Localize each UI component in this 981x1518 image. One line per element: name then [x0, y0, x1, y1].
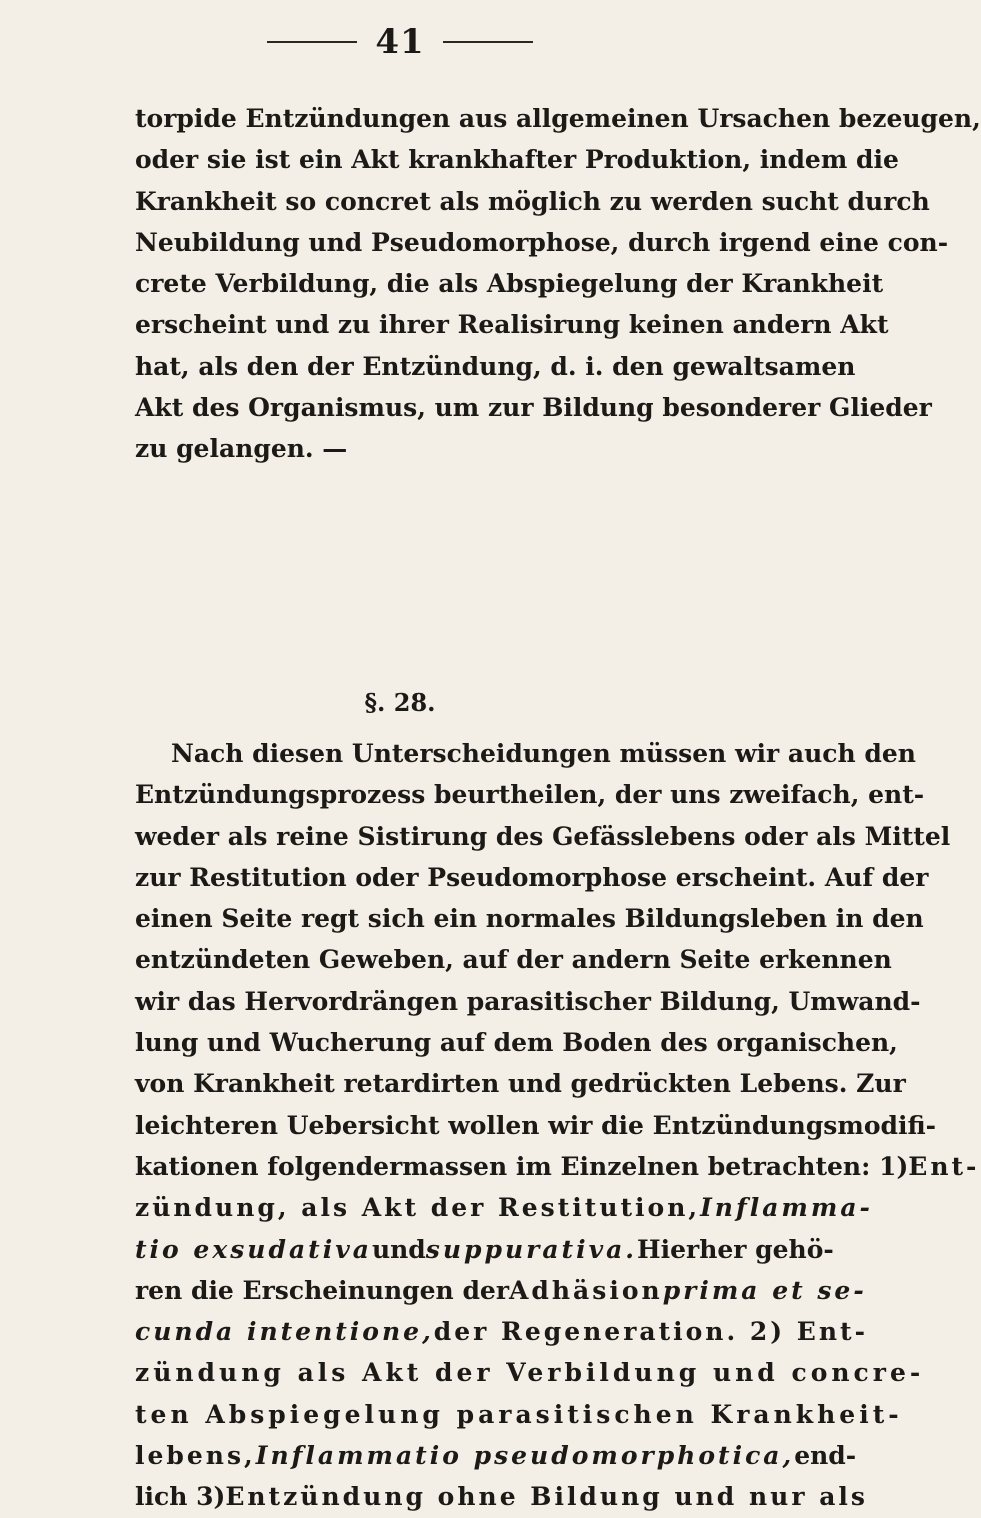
latin-term: Inflammatio pseudomorphotica, — [255, 1441, 795, 1471]
page-header — [0, 22, 800, 62]
text-line: Nach diesen Unterscheidungen müssen wir auch den — [171, 739, 916, 768]
text-line — [135, 1311, 868, 1352]
text-line: leichteren Uebersicht wollen wir die Entzündungsmodifi- — [135, 1110, 937, 1140]
text-line — [135, 1187, 873, 1228]
text-span: und — [371, 1234, 426, 1264]
text-line — [135, 1435, 857, 1476]
text-line — [135, 1270, 867, 1311]
text-line — [135, 1476, 868, 1517]
spaced-text: zündung als Akt der Verbildung und concre- — [135, 1358, 925, 1388]
text-span: Hierher gehö- — [637, 1234, 834, 1264]
section-heading: §. 28. — [364, 688, 436, 717]
latin-term: cunda intentione, — [135, 1317, 434, 1347]
text-line — [135, 1146, 980, 1187]
latin-term: suppurativa. — [425, 1234, 638, 1264]
page-number: 41 — [375, 22, 425, 62]
text-line — [135, 1229, 834, 1270]
text-line — [135, 1394, 903, 1435]
text-line: crete Verbildung, die als Abspiegelung der Krankheit — [135, 269, 884, 299]
spaced-text: Adhäsion — [509, 1275, 663, 1305]
text-line: lung und Wucherung auf dem Boden des organischen, — [135, 1028, 898, 1058]
text-line: hat, als den der Entzündung, d. i. den gewaltsamen — [135, 351, 856, 381]
text-line: Akt des Organismus, um zur Bildung besonderer Glieder — [135, 393, 932, 423]
spaced-text: lebens, — [135, 1441, 256, 1471]
spaced-text: Ent- — [908, 1151, 980, 1181]
text-span: lich 3) — [135, 1482, 226, 1512]
text-line: Krankheit so concret als möglich zu werden sucht durch — [135, 186, 930, 216]
latin-term: Inflamma- — [700, 1193, 873, 1223]
latin-term: prima et se- — [662, 1275, 867, 1305]
spaced-text: zündung, als Akt der Restitution, — [135, 1193, 701, 1223]
text-span: kationen folgendermassen im Einzelnen betrachten: 1) — [135, 1151, 909, 1181]
spaced-text: der Regeneration. 2) Ent- — [433, 1317, 868, 1347]
text-span: end- — [794, 1441, 857, 1471]
header-rule-right — [443, 41, 533, 43]
paragraph-1 — [135, 98, 981, 470]
spaced-text: ten Abspiegelung parasitischen Krankheit- — [135, 1399, 903, 1429]
text-line: zu gelangen. — — [135, 434, 348, 464]
text-line: Neubildung und Pseudomorphose, durch irgend eine con- — [135, 227, 949, 257]
spaced-text: Entzündung ohne Bildung und nur als — [225, 1482, 868, 1512]
text-line: oder sie ist ein Akt krankhafter Produktion, indem die — [135, 145, 899, 175]
text-line: einen Seite regt sich ein normales Bildungsleben in den — [135, 904, 924, 934]
header-rule-left — [267, 41, 357, 43]
text-line: entzündeten Geweben, auf der andern Seite erkennen — [135, 945, 892, 975]
latin-term: tio exsudativa — [135, 1234, 372, 1264]
text-line: torpide Entzündungen aus allgemeinen Ursachen bezeugen, — [135, 104, 981, 133]
paragraph-2 — [135, 733, 980, 1518]
text-line: zur Restitution oder Pseudomorphose erscheint. Auf der — [135, 862, 929, 892]
text-line: erscheint und zu ihrer Realisirung keinen andern Akt — [135, 310, 889, 340]
text-line: Entzündungsprozess beurtheilen, der uns zweifach, ent- — [135, 780, 925, 810]
text-line: von Krankheit retardirten und gedrückten Lebens. Zur — [135, 1069, 906, 1099]
text-line — [135, 1352, 925, 1393]
text-line: weder als reine Sistirung des Gefässlebens oder als Mittel — [135, 821, 951, 851]
text-span: ren die Erscheinungen der — [135, 1275, 509, 1305]
text-line: wir das Hervordrängen parasitischer Bildung, Umwand- — [135, 986, 921, 1016]
